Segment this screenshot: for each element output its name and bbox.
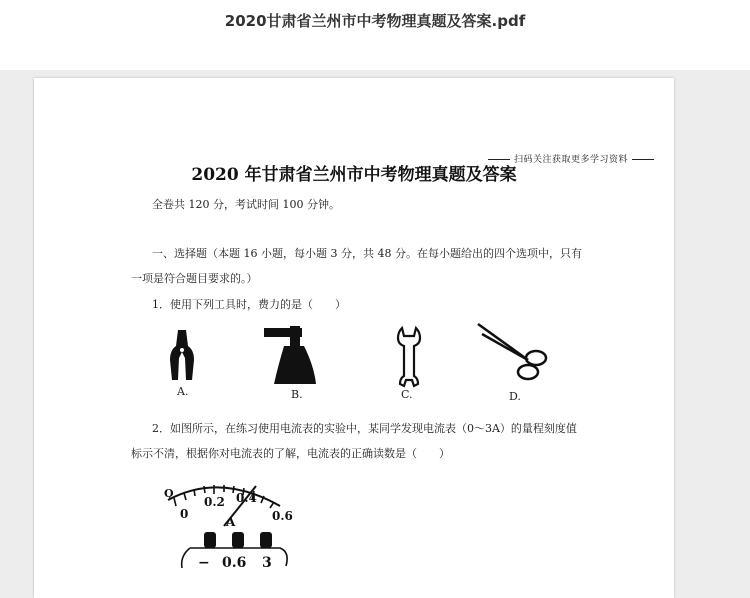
scale-label-0-4: 0.4 xyxy=(236,491,257,505)
wrench-icon xyxy=(394,326,424,388)
question-2-text-line-2: 标示不清，根据你对电流表的了解，电流表的正确读数是（ ） xyxy=(131,447,450,460)
question-2-text-line-1: 2．如图所示，在练习使用电流表的实验中，某同学发现电流表（0～3A）的量程刻度值 xyxy=(152,422,577,435)
question-1-option-d: D. xyxy=(509,390,521,403)
scale-label-0: 0 xyxy=(180,507,189,521)
question-1-option-a: A. xyxy=(177,385,189,398)
document-page[interactable] xyxy=(34,78,674,598)
document-title: 2020 年甘肃省兰州市中考物理真题及答案 xyxy=(191,165,517,185)
axe-icon xyxy=(262,326,322,388)
terminal-negative: − xyxy=(198,555,210,571)
question-1-option-b: B. xyxy=(291,388,303,401)
question-1-text: 1．使用下列工具时，费力的是（ ） xyxy=(152,298,346,311)
scissors-icon xyxy=(474,320,554,384)
terminal-3: 3 xyxy=(262,555,272,571)
intro-text: 全卷共 120 分，考试时间 100 分钟。 xyxy=(152,198,340,211)
ammeter-unit: A xyxy=(226,515,236,529)
svg-text:Q: Q xyxy=(164,487,174,500)
pliers-icon xyxy=(162,328,202,388)
viewer-header xyxy=(0,0,750,70)
ammeter-icon xyxy=(160,476,310,576)
section-1-heading-line-1: 一、选择题（本题 16 小题，每小题 3 分，共 48 分。在每小题给出的四个选项中，只有 xyxy=(152,247,582,260)
scale-label-0-2: 0.2 xyxy=(204,495,225,509)
scale-label-0-6: 0.6 xyxy=(272,509,293,523)
section-1-heading-line-2: 一项是符合题目要求的。） xyxy=(131,272,258,285)
file-title: 2020甘肃省兰州市中考物理真题及答案.pdf xyxy=(224,12,526,30)
watermark-text: 扫码关注获取更多学习资料 xyxy=(513,155,628,165)
terminal-0-6: 0.6 xyxy=(222,555,247,571)
question-1-option-c: C. xyxy=(401,388,413,401)
